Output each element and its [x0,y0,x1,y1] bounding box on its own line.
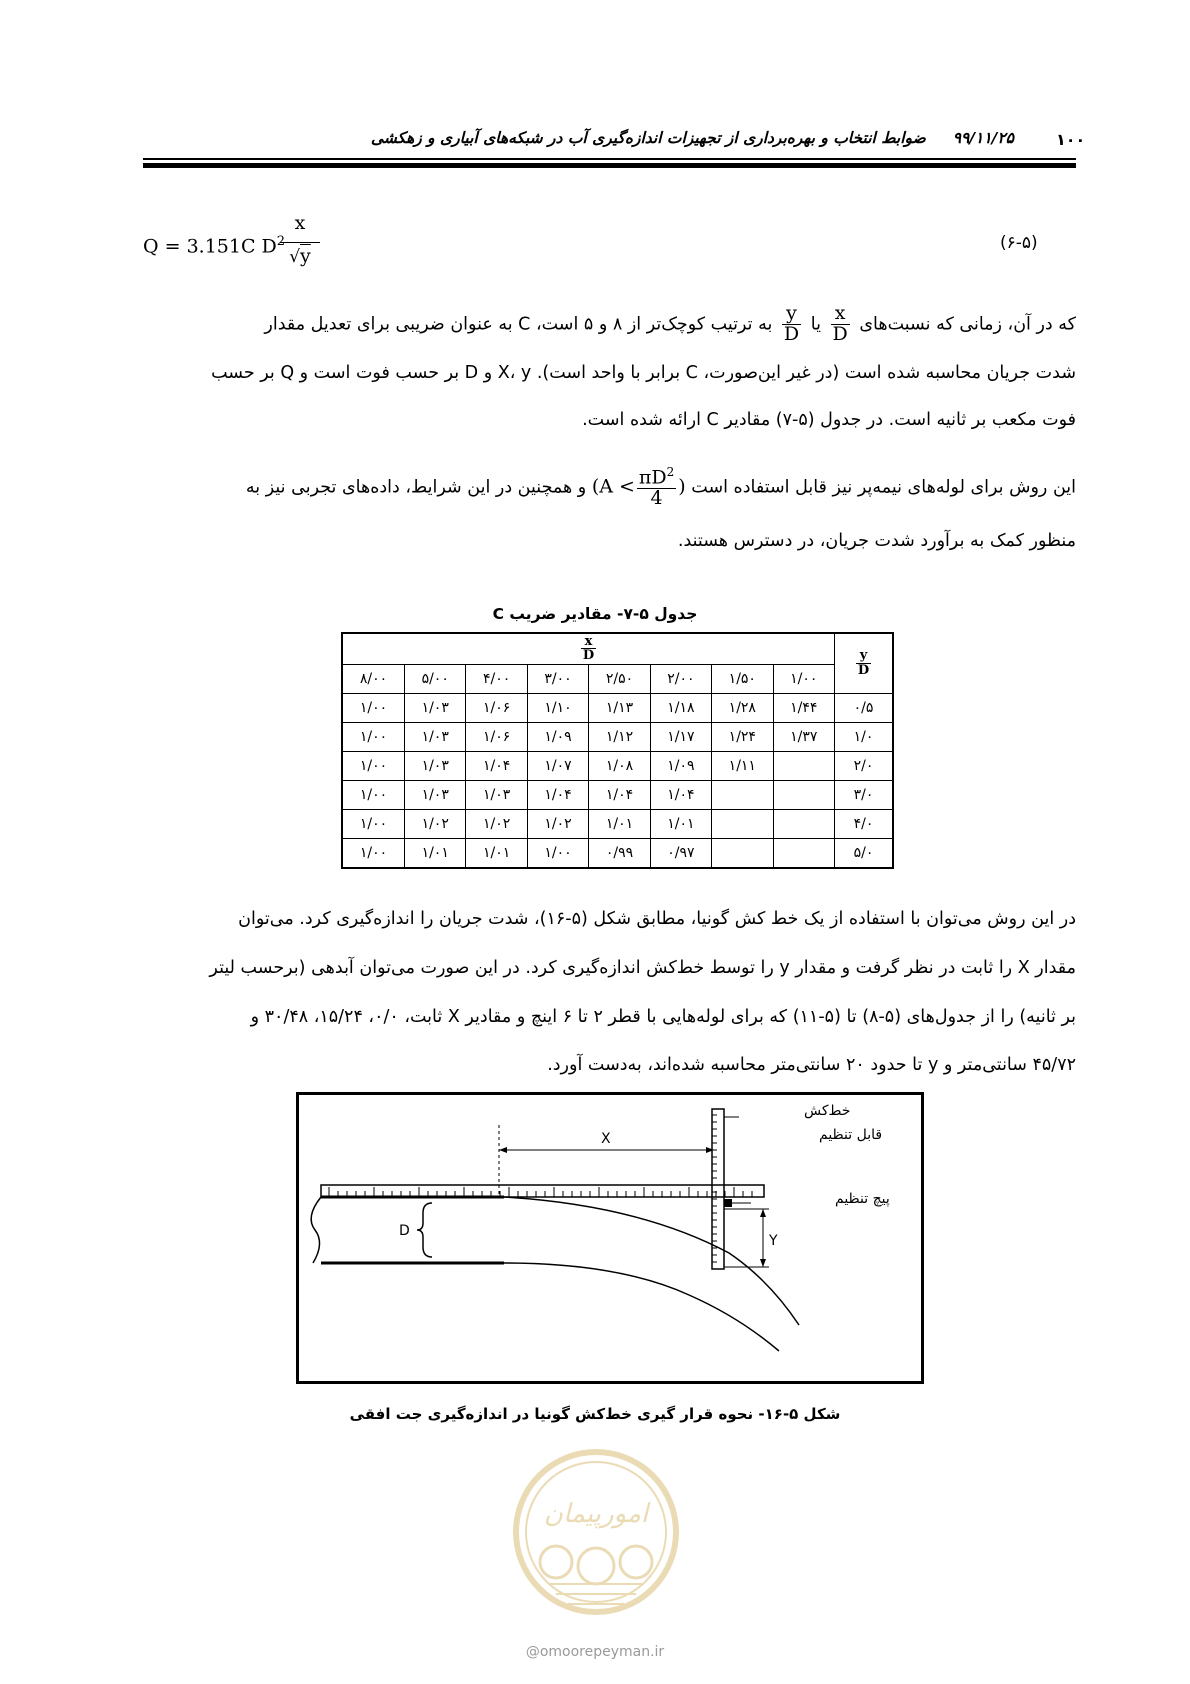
watermark-url: @omoorepeyman.ir [525,1644,665,1660]
table-cell: ۱/۰۱ [405,839,466,869]
row-label-cell: ۳/۰ [835,781,894,810]
row-label-cell: ۱/۰ [835,723,894,752]
table-cell [773,839,834,869]
figure-caption: شکل ۵-۱۶- نحوه قرار گیری خط‌کش گونیا در اندازه‌گیری جت افقی [349,1405,841,1423]
equation-numerator: x [294,212,306,234]
jet-lower-curve [504,1263,779,1351]
row-label-cell: ۰/۵ [835,694,894,723]
table-cell: ۱/۰۸ [589,752,650,781]
fraction-numerator: x [581,635,596,650]
table-cell: ۱/۰۶ [466,694,527,723]
fraction-numerator: x [831,304,850,325]
table-cell [773,810,834,839]
table-cell: ۰/۹۷ [650,839,711,869]
paragraph-3-line-2: مقدار X را ثابت در نظر گرفت و مقدار y را توسط خط‌کش اندازه‌گیری کرد. در این صورت می‌توان آبدهی (برحسب لیتر [209,958,1076,978]
table-cell: ۱/۴۴ [773,694,834,723]
text-span: یا [810,314,821,335]
arrow-head [760,1209,766,1217]
table-cell: ۱/۰۰ [342,723,405,752]
table-cell: ۱/۰۰ [342,810,405,839]
fraction-numerator: y [782,304,801,325]
paragraph-3-line-1: در این روش می‌توان با استفاده از یک خط کش گونیا، مطابق شکل (۵-۱۶)، شدت جریان را اندازه‌گیری کرد. می‌توان [238,909,1076,929]
label-adjust-screw: پیچ تنظیم [835,1191,890,1207]
column-header-x-over-d [342,633,835,665]
table-cell: ۱/۰۰ [342,694,405,723]
page-number: ۱۰۰ [1056,130,1086,149]
fraction-denominator: D [783,322,800,345]
paragraph-2-line-1 [143,466,1076,509]
text-span: به ترتیب کوچک‌تر از ۸ و ۵ است، C به عنوان ضریبی برای تعدیل مقدار [264,314,773,335]
column-header-cell: ۱/۰۰ [773,665,834,694]
table-cell: ۱/۰۳ [405,723,466,752]
arrow-head [760,1259,766,1267]
table-header-row [342,633,893,665]
row-label-cell: ۴/۰ [835,810,894,839]
row-header-y-over-d [835,633,894,694]
table-cell: ۱/۰۱ [589,810,650,839]
fraction-x-over-D [831,304,850,345]
table-cell: ۱/۰۰ [527,839,588,869]
table-cell [773,752,834,781]
table-cell [773,781,834,810]
table-cell: ۱/۰۳ [405,694,466,723]
header-date: ۹۹/۱۱/۲۵ [952,129,1014,147]
paragraph-1-line-3: فوت مکعب بر ثانیه است. در جدول (۵-۷) مقادیر C ارائه شده است. [582,410,1076,430]
pipe-break [311,1197,321,1263]
table-cell: ۱/۱۰ [527,694,588,723]
table-cell: ۱/۰۱ [466,839,527,869]
table-cell: ۱/۰۰ [342,752,405,781]
table-cell: ۱/۱۱ [712,752,773,781]
table-cell [712,839,773,869]
watermark-logo [508,1444,684,1620]
watermark-logo-text: امورپیمان [543,1499,649,1529]
watermark-seal [508,1444,684,1620]
seal-ring [516,1452,676,1612]
table-row [342,839,893,869]
table-cell: ۱/۰۰ [342,839,405,869]
paragraph-3-line-3: بر ثانیه) را از جدول‌های (۵-۸) تا (۵-۱۱) که برای لوله‌هایی با قطر ۲ تا ۶ اینچ و مقادیر X ثابت، ۰/۰، ۱۵/۲۴، ۳۰/۴۸ و [250,1007,1076,1027]
label-y: Y [769,1233,778,1249]
table-cell: ۱/۰۴ [466,752,527,781]
table-cell: ۱/۲۴ [712,723,773,752]
table-cell [712,810,773,839]
fraction-denominator: D [832,322,848,345]
column-header-cell: ۲/۰۰ [650,665,711,694]
formula-rhs: ) [678,475,686,498]
table-cell: ۱/۰۲ [527,810,588,839]
table-cell: ۱/۱۷ [650,723,711,752]
formula-exponent: 2 [666,465,675,479]
paragraph-1-line-2: شدت جریان محاسبه شده است (در غیر این‌صورت، C برابر با واحد است). X، y و D بر حسب فوت است و Q بر حسب [211,363,1076,383]
fraction-numerator: y [856,649,871,664]
formula-lhs: (A < [591,475,635,498]
text-span: این روش برای لوله‌های نیمه‌پر نیز قابل استفاده است [691,477,1076,498]
label-ruler-line1: خط‌کش [804,1103,851,1119]
seal-inner-ring [526,1462,666,1602]
table-cell: ۱/۲۸ [712,694,773,723]
table-cell: ۱/۱۲ [589,723,650,752]
table-cell: ۰/۹۹ [589,839,650,869]
table-cell: ۱/۰۴ [650,781,711,810]
table-cell [712,781,773,810]
text-span: که در آن، زمانی که نسبت‌های [859,314,1076,335]
table-cell: ۱/۱۸ [650,694,711,723]
header-rule [143,158,1076,160]
label-d: D [399,1223,410,1239]
fraction-denominator: D [857,662,870,678]
table-column-values-row [342,665,893,694]
text-span: و همچنین در این شرایط، داده‌های تجربی نیز به [245,477,587,498]
table-row [342,723,893,752]
label-x: X [601,1131,611,1147]
table-cell: ۱/۰۶ [466,723,527,752]
table-row [342,752,893,781]
table-cell: ۱/۱۳ [589,694,650,723]
d-brace [417,1203,432,1257]
table-caption: جدول ۵-۷- مقادیر ضریب C [492,605,698,623]
gear-icon [620,1546,652,1578]
column-header-cell: ۸/۰۰ [342,665,405,694]
row-label-cell: ۲/۰ [835,752,894,781]
table-cell: ۱/۰۲ [466,810,527,839]
table-cell: ۱/۰۰ [342,781,405,810]
equation-denominator: y [300,245,311,267]
gear-icon [540,1546,572,1578]
paragraph-3-line-4: ۴۵/۷۲ سانتی‌متر و y تا حدود ۲۰ سانتی‌متر محاسبه شده‌اند، به‌دست آورد. [547,1055,1076,1075]
gear-icon [578,1548,614,1584]
equation-number: (۶-۵) [1000,233,1038,253]
column-header-cell: ۵/۰۰ [405,665,466,694]
equation-exponent: 2 [276,234,286,249]
adjust-screw [724,1199,732,1207]
running-header [174,129,1014,147]
coefficient-c-table [341,632,894,869]
fraction-denominator: D [582,648,595,664]
formula-area [592,466,686,509]
table-cell: ۱/۳۷ [773,723,834,752]
jet-measurement-diagram [299,1095,921,1381]
header-rule-thick [143,163,1076,168]
column-header-cell: ۳/۰۰ [527,665,588,694]
paragraph-1-line-1 [143,304,1076,345]
table-cell: ۱/۰۴ [589,781,650,810]
column-header-cell: ۱/۵۰ [712,665,773,694]
table-row [342,810,893,839]
jet-upper-curve [504,1197,799,1325]
formula-denominator: 4 [650,487,663,510]
formula-numerator: πD [638,466,667,489]
column-header-cell: ۲/۵۰ [589,665,650,694]
table-row [342,781,893,810]
table-cell: ۱/۰۷ [527,752,588,781]
table-cell: ۱/۰۳ [405,781,466,810]
table-cell: ۱/۰۹ [650,752,711,781]
table-cell: ۱/۰۴ [527,781,588,810]
row-label-cell: ۵/۰ [835,839,894,869]
equation-6-5: Q = 3.151C $D^2$ x √y [143,212,323,282]
fraction-y-over-D [782,304,801,345]
table-cell: ۱/۰۲ [405,810,466,839]
table-cell: ۱/۰۹ [527,723,588,752]
arrow-head [499,1147,507,1153]
table-cell: ۱/۰۱ [650,810,711,839]
table-cell: ۱/۰۳ [466,781,527,810]
table-row [342,694,893,723]
equation-lhs: Q = 3.151C D [143,235,277,258]
label-ruler-line2: قابل تنظیم [819,1127,883,1143]
figure-5-16 [296,1092,924,1384]
paragraph-2-line-2: منظور کمک به برآورد شدت جریان، در دسترس هستند. [677,531,1076,551]
column-header-cell: ۴/۰۰ [466,665,527,694]
header-title: ضوابط انتخاب و بهره‌برداری از تجهیزات اندازه‌گیری آب در شبکه‌های آبیاری و زهکشی [370,129,926,147]
table-cell: ۱/۰۳ [405,752,466,781]
